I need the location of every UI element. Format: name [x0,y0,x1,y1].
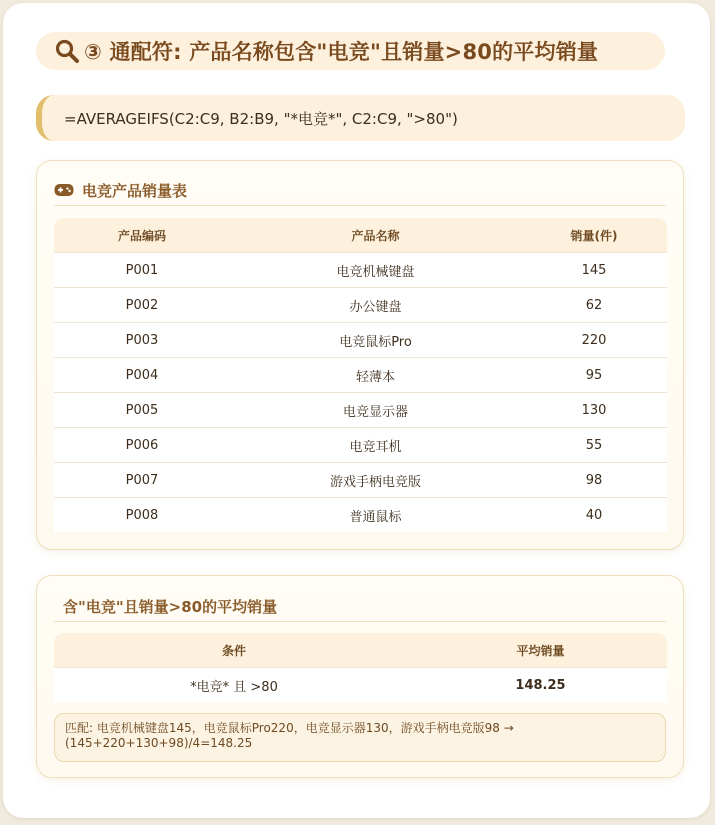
column-header: 产品编码 [54,218,230,253]
product-code-cell: P003 [54,323,230,358]
sales-cell: 40 [521,498,667,533]
table-row [54,428,667,463]
product-name-cell: 电竞耳机 [230,428,521,463]
calculation-note [54,713,666,762]
search-icon [54,38,80,64]
sales-cell: 55 [521,428,667,463]
sales-cell: 98 [521,463,667,498]
product-sales-table [54,218,667,532]
table-header-row [54,633,667,668]
product-code-cell: P002 [54,288,230,323]
product-name-cell: 办公键盘 [230,288,521,323]
sales-cell: 130 [521,393,667,428]
page-title-bar [36,32,665,70]
table-row [54,323,667,358]
product-name-cell: 电竞鼠标Pro [230,323,521,358]
product-name-cell: 普通鼠标 [230,498,521,533]
calculation-note-line: (145+220+130+98)/4=148.25 [65,736,253,750]
column-header: 平均销量 [414,633,667,668]
average-result-table [54,633,667,702]
table-row [54,463,667,498]
table-row [54,358,667,393]
product-name-cell: 电竞机械键盘 [230,253,521,288]
card-title: 电竞产品销量表 [82,181,188,200]
table-row [54,288,667,323]
product-code-cell: P004 [54,358,230,393]
product-code-cell: P005 [54,393,230,428]
product-sales-card [36,160,684,550]
table-row [54,253,667,288]
product-code-cell: P008 [54,498,230,533]
calculation-note-line: 匹配: 电竞机械键盘145，电竞鼠标Pro220，电竞显示器130，游戏手柄电竞版98 → [65,721,514,735]
sales-cell: 220 [521,323,667,358]
card-header [54,175,666,206]
gamepad-icon [54,183,74,197]
card-title: 含"电竞"且销量>80的平均销量 [63,597,278,616]
product-name-cell: 游戏手柄电竞版 [230,463,521,498]
average-result-card [36,575,684,778]
product-name-cell: 电竞显示器 [230,393,521,428]
page [3,3,710,818]
formula-bar [36,95,685,141]
product-code-cell: P006 [54,428,230,463]
page-title: ③ 通配符: 产品名称包含"电竞"且销量>80的平均销量 [84,40,599,64]
formula-text: =AVERAGEIFS(C2:C9, B2:B9, "*电竞*", C2:C9, ">80") [64,109,458,128]
average-value-cell: 148.25 [414,668,667,703]
table-row [54,668,667,703]
sales-cell: 62 [521,288,667,323]
column-header: 产品名称 [230,218,521,253]
sales-cell: 145 [521,253,667,288]
product-name-cell: 轻薄本 [230,358,521,393]
condition-cell: *电竞* 且 >80 [54,668,414,703]
table-row [54,498,667,533]
sales-cell: 95 [521,358,667,393]
product-code-cell: P001 [54,253,230,288]
table-header-row [54,218,667,253]
column-header: 条件 [54,633,414,668]
product-code-cell: P007 [54,463,230,498]
table-row [54,393,667,428]
card-header [54,591,666,622]
column-header: 销量(件) [521,218,667,253]
